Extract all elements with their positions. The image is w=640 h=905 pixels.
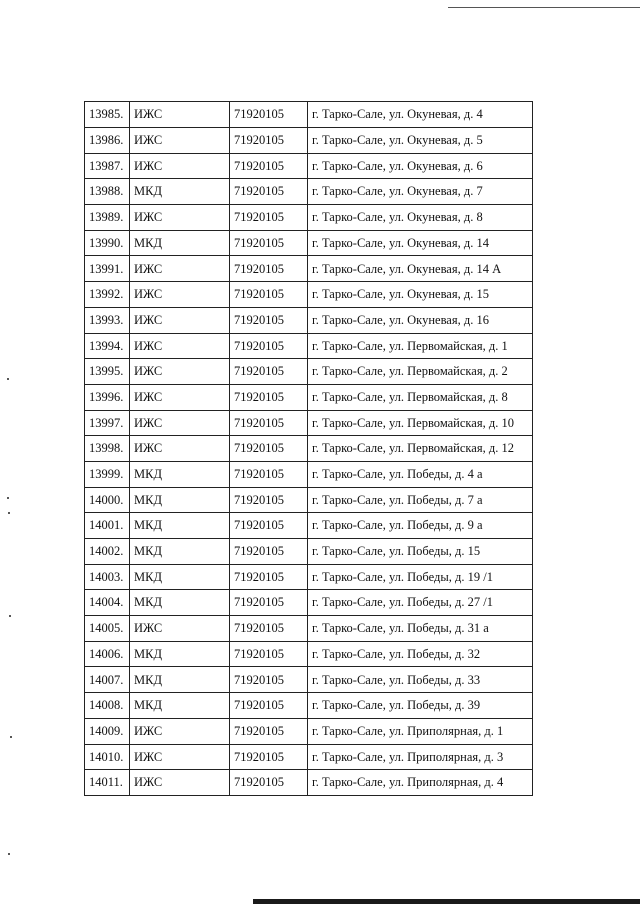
oktmo-code-cell: 71920105 bbox=[230, 256, 308, 282]
row-number-cell: 14001. bbox=[85, 513, 130, 539]
table-row bbox=[85, 513, 533, 539]
oktmo-code-cell: 71920105 bbox=[230, 770, 308, 796]
row-number-cell: 13997. bbox=[85, 410, 130, 436]
row-number-cell: 14006. bbox=[85, 641, 130, 667]
row-number-cell: 13996. bbox=[85, 384, 130, 410]
address-cell: г. Тарко-Сале, ул. Победы, д. 4 а bbox=[308, 461, 533, 487]
oktmo-code-cell: 71920105 bbox=[230, 718, 308, 744]
bottom-rule bbox=[253, 899, 640, 904]
scan-speck bbox=[7, 378, 9, 380]
address-cell: г. Тарко-Сале, ул. Победы, д. 7 а bbox=[308, 487, 533, 513]
oktmo-code-cell: 71920105 bbox=[230, 693, 308, 719]
row-number-cell: 13990. bbox=[85, 230, 130, 256]
object-type-cell: МКД bbox=[130, 179, 230, 205]
table-row bbox=[85, 282, 533, 308]
oktmo-code-cell: 71920105 bbox=[230, 487, 308, 513]
address-cell: г. Тарко-Сале, ул. Окуневая, д. 14 А bbox=[308, 256, 533, 282]
register-body bbox=[85, 102, 533, 796]
address-cell: г. Тарко-Сале, ул. Окуневая, д. 14 bbox=[308, 230, 533, 256]
object-type-cell: ИЖС bbox=[130, 410, 230, 436]
object-type-cell: ИЖС bbox=[130, 384, 230, 410]
row-number-cell: 13986. bbox=[85, 128, 130, 154]
object-type-cell: МКД bbox=[130, 513, 230, 539]
object-type-cell: ИЖС bbox=[130, 102, 230, 128]
row-number-cell: 14011. bbox=[85, 770, 130, 796]
top-rule bbox=[448, 7, 640, 8]
row-number-cell: 14007. bbox=[85, 667, 130, 693]
row-number-cell: 14005. bbox=[85, 616, 130, 642]
table-row bbox=[85, 384, 533, 410]
row-number-cell: 13989. bbox=[85, 205, 130, 231]
oktmo-code-cell: 71920105 bbox=[230, 179, 308, 205]
table-row bbox=[85, 590, 533, 616]
table-row bbox=[85, 693, 533, 719]
object-type-cell: МКД bbox=[130, 539, 230, 565]
oktmo-code-cell: 71920105 bbox=[230, 359, 308, 385]
address-cell: г. Тарко-Сале, ул. Победы, д. 33 bbox=[308, 667, 533, 693]
object-type-cell: МКД bbox=[130, 667, 230, 693]
address-cell: г. Тарко-Сале, ул. Первомайская, д. 8 bbox=[308, 384, 533, 410]
scan-speck bbox=[7, 497, 9, 499]
oktmo-code-cell: 71920105 bbox=[230, 384, 308, 410]
oktmo-code-cell: 71920105 bbox=[230, 513, 308, 539]
oktmo-code-cell: 71920105 bbox=[230, 641, 308, 667]
object-type-cell: ИЖС bbox=[130, 128, 230, 154]
address-cell: г. Тарко-Сале, ул. Победы, д. 27 /1 bbox=[308, 590, 533, 616]
address-cell: г. Тарко-Сале, ул. Победы, д. 31 а bbox=[308, 616, 533, 642]
oktmo-code-cell: 71920105 bbox=[230, 539, 308, 565]
oktmo-code-cell: 71920105 bbox=[230, 564, 308, 590]
address-cell: г. Тарко-Сале, ул. Победы, д. 39 bbox=[308, 693, 533, 719]
object-type-cell: МКД bbox=[130, 461, 230, 487]
oktmo-code-cell: 71920105 bbox=[230, 230, 308, 256]
scan-speck bbox=[8, 512, 10, 514]
object-type-cell: ИЖС bbox=[130, 307, 230, 333]
object-type-cell: МКД bbox=[130, 564, 230, 590]
row-number-cell: 14010. bbox=[85, 744, 130, 770]
address-cell: г. Тарко-Сале, ул. Победы, д. 15 bbox=[308, 539, 533, 565]
table-row bbox=[85, 205, 533, 231]
scan-speck bbox=[8, 853, 10, 855]
address-cell: г. Тарко-Сале, ул. Приполярная, д. 4 bbox=[308, 770, 533, 796]
row-number-cell: 14003. bbox=[85, 564, 130, 590]
oktmo-code-cell: 71920105 bbox=[230, 590, 308, 616]
object-type-cell: ИЖС bbox=[130, 359, 230, 385]
address-cell: г. Тарко-Сале, ул. Окуневая, д. 8 bbox=[308, 205, 533, 231]
object-type-cell: ИЖС bbox=[130, 333, 230, 359]
oktmo-code-cell: 71920105 bbox=[230, 616, 308, 642]
address-cell: г. Тарко-Сале, ул. Окуневая, д. 15 bbox=[308, 282, 533, 308]
object-type-cell: ИЖС bbox=[130, 282, 230, 308]
table-row bbox=[85, 744, 533, 770]
row-number-cell: 14000. bbox=[85, 487, 130, 513]
oktmo-code-cell: 71920105 bbox=[230, 153, 308, 179]
address-cell: г. Тарко-Сале, ул. Окуневая, д. 5 bbox=[308, 128, 533, 154]
table-row bbox=[85, 179, 533, 205]
table-row bbox=[85, 410, 533, 436]
table-row bbox=[85, 539, 533, 565]
oktmo-code-cell: 71920105 bbox=[230, 205, 308, 231]
oktmo-code-cell: 71920105 bbox=[230, 436, 308, 462]
row-number-cell: 14002. bbox=[85, 539, 130, 565]
object-type-cell: МКД bbox=[130, 590, 230, 616]
object-type-cell: МКД bbox=[130, 641, 230, 667]
object-type-cell: МКД bbox=[130, 487, 230, 513]
row-number-cell: 13991. bbox=[85, 256, 130, 282]
address-cell: г. Тарко-Сале, ул. Первомайская, д. 2 bbox=[308, 359, 533, 385]
row-number-cell: 14004. bbox=[85, 590, 130, 616]
address-cell: г. Тарко-Сале, ул. Победы, д. 19 /1 bbox=[308, 564, 533, 590]
object-type-cell: ИЖС bbox=[130, 436, 230, 462]
row-number-cell: 14008. bbox=[85, 693, 130, 719]
table-row bbox=[85, 461, 533, 487]
object-type-cell: ИЖС bbox=[130, 256, 230, 282]
oktmo-code-cell: 71920105 bbox=[230, 128, 308, 154]
table-row bbox=[85, 128, 533, 154]
row-number-cell: 14009. bbox=[85, 718, 130, 744]
address-cell: г. Тарко-Сале, ул. Приполярная, д. 1 bbox=[308, 718, 533, 744]
address-cell: г. Тарко-Сале, ул. Окуневая, д. 6 bbox=[308, 153, 533, 179]
scan-speck bbox=[9, 615, 11, 617]
address-cell: г. Тарко-Сале, ул. Окуневая, д. 16 bbox=[308, 307, 533, 333]
row-number-cell: 13998. bbox=[85, 436, 130, 462]
table-row bbox=[85, 718, 533, 744]
oktmo-code-cell: 71920105 bbox=[230, 461, 308, 487]
table-row bbox=[85, 770, 533, 796]
object-type-cell: ИЖС bbox=[130, 718, 230, 744]
oktmo-code-cell: 71920105 bbox=[230, 307, 308, 333]
row-number-cell: 13985. bbox=[85, 102, 130, 128]
oktmo-code-cell: 71920105 bbox=[230, 667, 308, 693]
address-cell: г. Тарко-Сале, ул. Приполярная, д. 3 bbox=[308, 744, 533, 770]
object-type-cell: ИЖС bbox=[130, 616, 230, 642]
scan-speck bbox=[10, 736, 12, 738]
oktmo-code-cell: 71920105 bbox=[230, 744, 308, 770]
table-row bbox=[85, 667, 533, 693]
register-table bbox=[84, 101, 533, 796]
address-cell: г. Тарко-Сале, ул. Победы, д. 32 bbox=[308, 641, 533, 667]
table-row bbox=[85, 230, 533, 256]
address-cell: г. Тарко-Сале, ул. Первомайская, д. 12 bbox=[308, 436, 533, 462]
table-row bbox=[85, 436, 533, 462]
table-row bbox=[85, 307, 533, 333]
object-type-cell: ИЖС bbox=[130, 205, 230, 231]
address-cell: г. Тарко-Сале, ул. Победы, д. 9 а bbox=[308, 513, 533, 539]
address-cell: г. Тарко-Сале, ул. Окуневая, д. 4 bbox=[308, 102, 533, 128]
table-row bbox=[85, 641, 533, 667]
address-cell: г. Тарко-Сале, ул. Первомайская, д. 1 bbox=[308, 333, 533, 359]
object-type-cell: ИЖС bbox=[130, 153, 230, 179]
table-row bbox=[85, 359, 533, 385]
row-number-cell: 13987. bbox=[85, 153, 130, 179]
row-number-cell: 13992. bbox=[85, 282, 130, 308]
object-type-cell: ИЖС bbox=[130, 744, 230, 770]
row-number-cell: 13994. bbox=[85, 333, 130, 359]
object-type-cell: МКД bbox=[130, 693, 230, 719]
table-row bbox=[85, 333, 533, 359]
object-type-cell: МКД bbox=[130, 230, 230, 256]
row-number-cell: 13988. bbox=[85, 179, 130, 205]
table-row bbox=[85, 102, 533, 128]
oktmo-code-cell: 71920105 bbox=[230, 410, 308, 436]
object-type-cell: ИЖС bbox=[130, 770, 230, 796]
address-cell: г. Тарко-Сале, ул. Окуневая, д. 7 bbox=[308, 179, 533, 205]
row-number-cell: 13999. bbox=[85, 461, 130, 487]
table-row bbox=[85, 564, 533, 590]
oktmo-code-cell: 71920105 bbox=[230, 102, 308, 128]
oktmo-code-cell: 71920105 bbox=[230, 282, 308, 308]
address-cell: г. Тарко-Сале, ул. Первомайская, д. 10 bbox=[308, 410, 533, 436]
table-row bbox=[85, 256, 533, 282]
row-number-cell: 13993. bbox=[85, 307, 130, 333]
row-number-cell: 13995. bbox=[85, 359, 130, 385]
table-row bbox=[85, 616, 533, 642]
table-row bbox=[85, 487, 533, 513]
table-row bbox=[85, 153, 533, 179]
oktmo-code-cell: 71920105 bbox=[230, 333, 308, 359]
